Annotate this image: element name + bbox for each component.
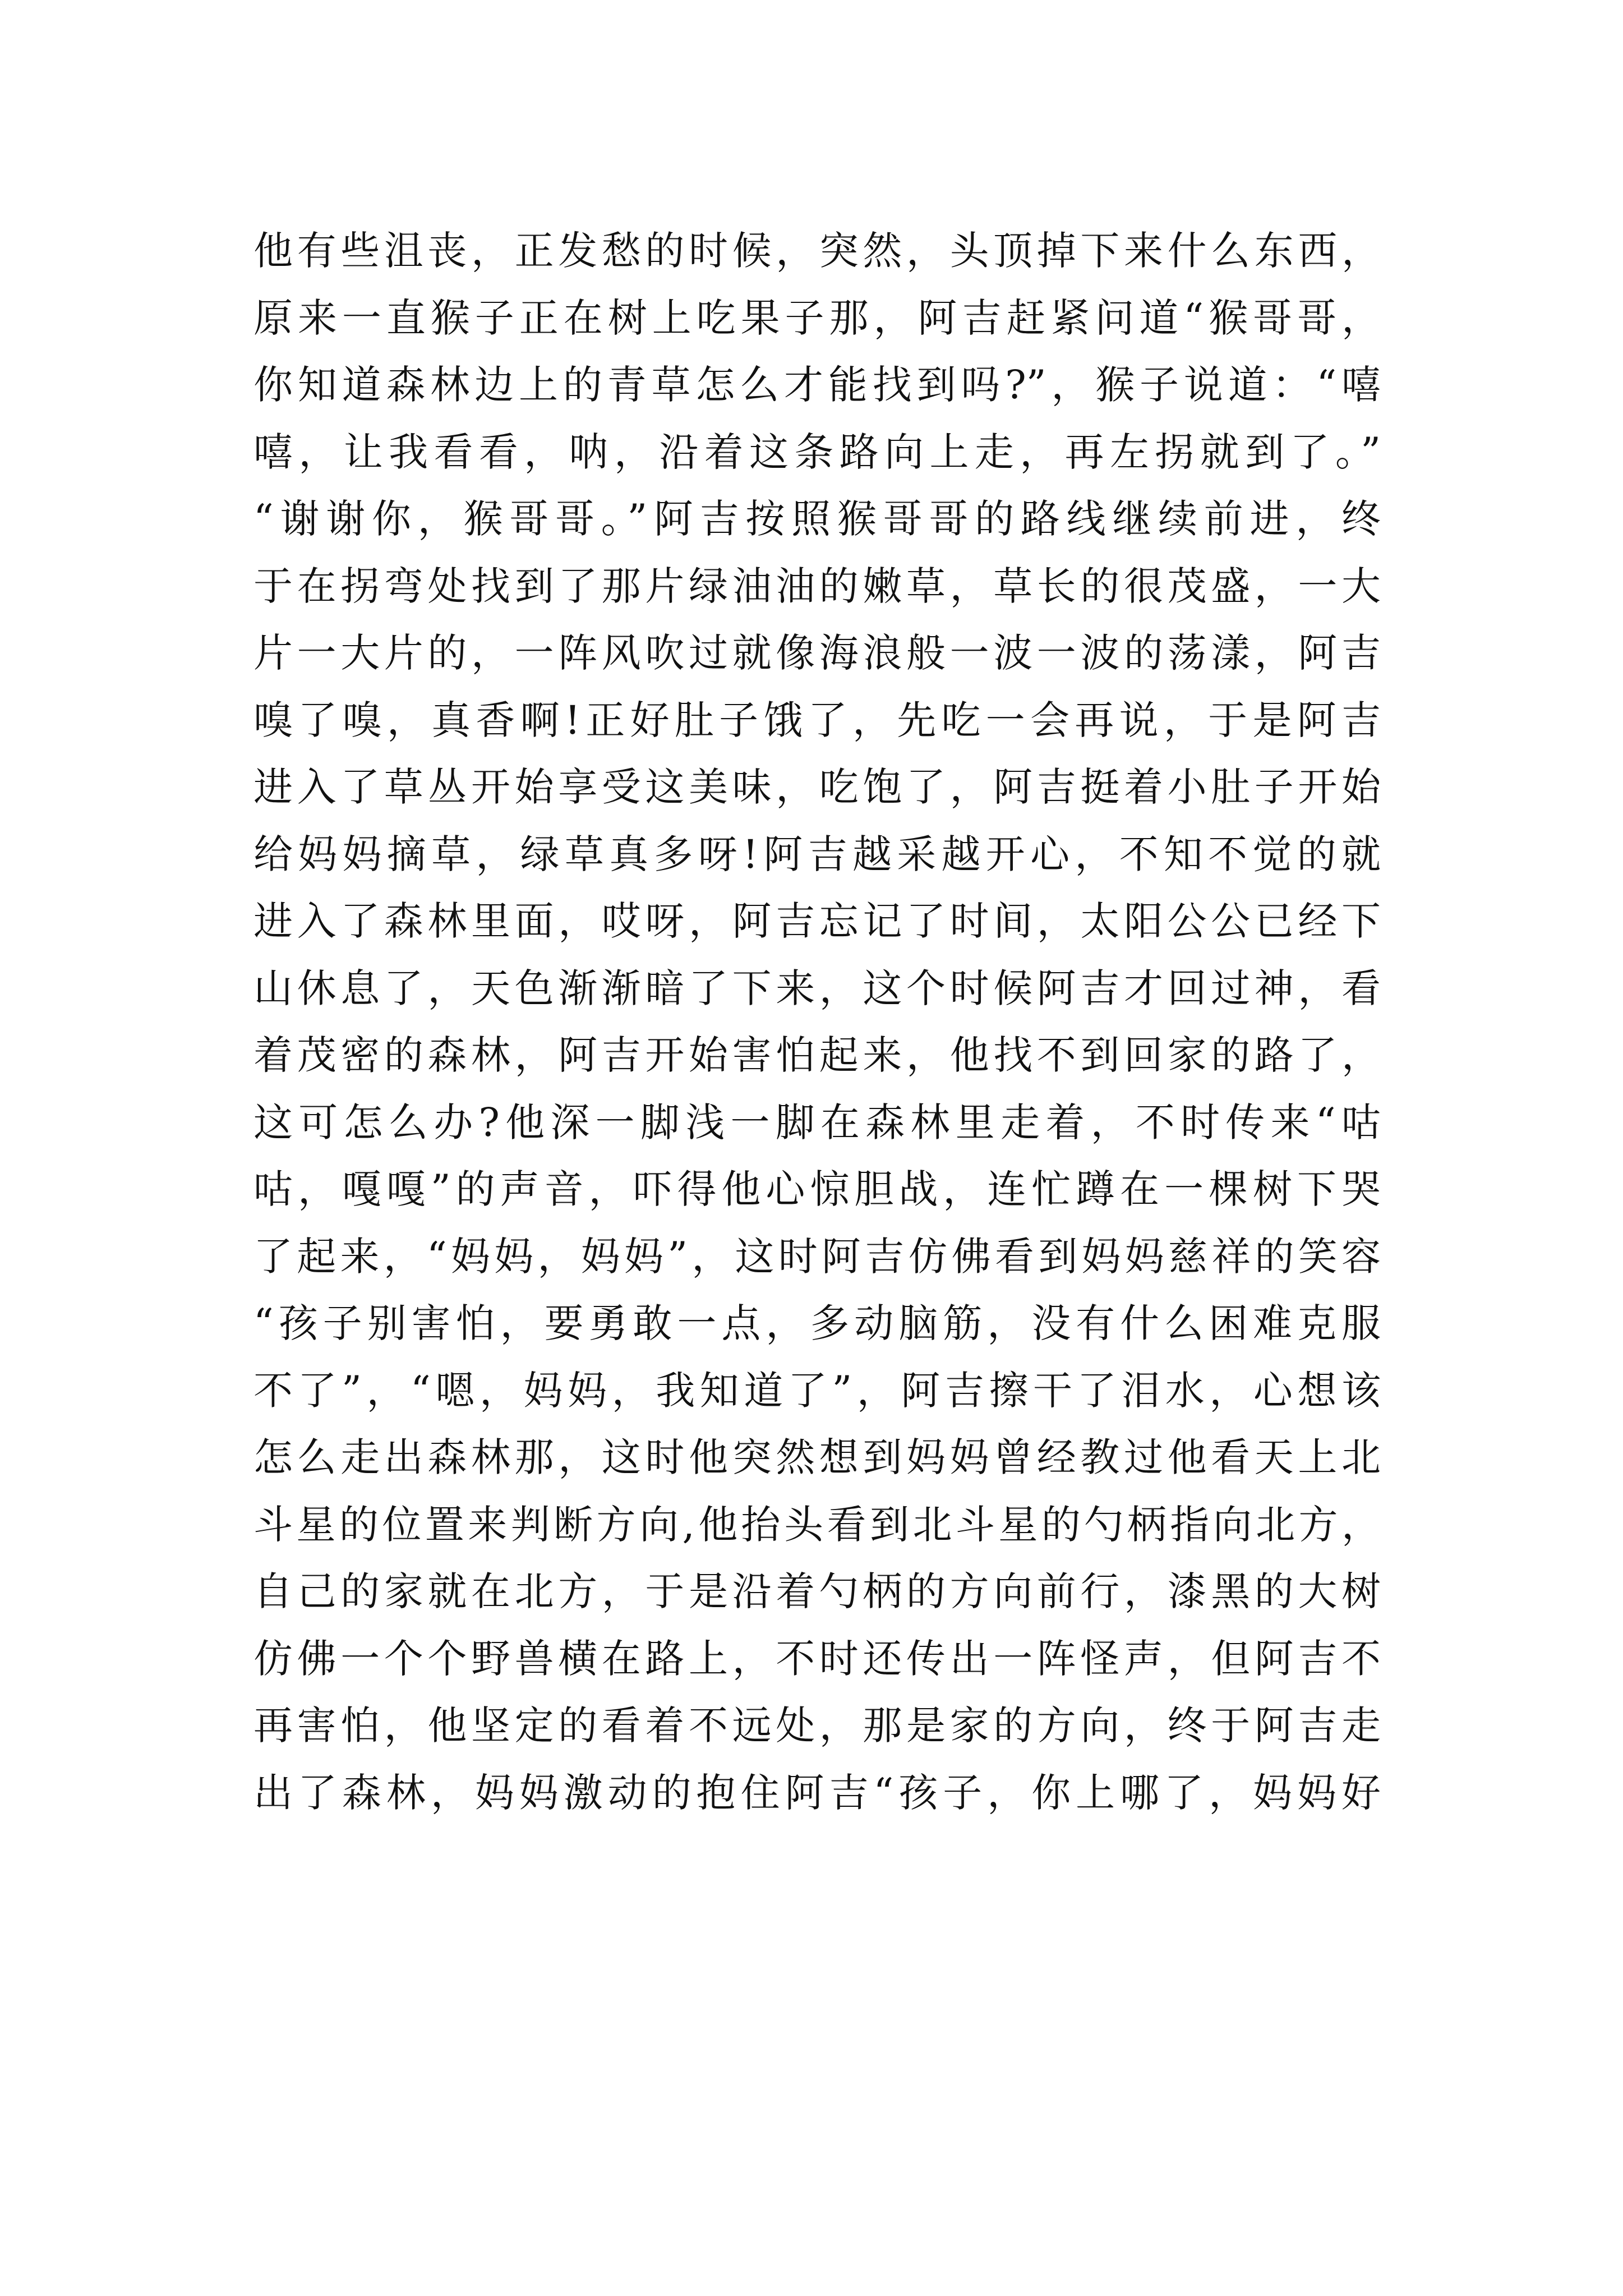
text-line: 你知道森林边上的青草怎么才能找到吗?”，猴子说道：“嘻 bbox=[253, 362, 1381, 408]
text-line: 山休息了，天色渐渐暗了下来，这个时候阿吉才回过神，看 bbox=[253, 965, 1381, 1011]
text-line: 嘻，让我看看，呐，沿着这条路向上走，再左拐就到了。” bbox=[253, 429, 1381, 475]
text-line: “孩子别害怕，要勇敢一点，多动脑筋，没有什么困难克服 bbox=[253, 1300, 1381, 1346]
text-line: 于在拐弯处找到了那片绿油油的嫩草，草长的很茂盛，一大 bbox=[253, 563, 1381, 609]
text-line: 原来一直猴子正在树上吃果子那，阿吉赶紧问道“猴哥哥， bbox=[253, 295, 1381, 341]
text-line: 进入了森林里面，哎呀，阿吉忘记了时间，太阳公公已经下 bbox=[253, 898, 1381, 944]
text-line: 仿佛一个个野兽横在路上，不时还传出一阵怪声，但阿吉不 bbox=[253, 1635, 1381, 1682]
text-line: 再害怕，他坚定的看着不远处，那是家的方向，终于阿吉走 bbox=[253, 1703, 1381, 1749]
text-line: 自己的家就在北方，于是沿着勺柄的方向前行，漆黑的大树 bbox=[253, 1568, 1381, 1614]
story-text bbox=[253, 218, 1381, 1826]
text-line: 了起来，“妈妈，妈妈”，这时阿吉仿佛看到妈妈慈祥的笑容 bbox=[253, 1233, 1381, 1280]
text-line: 给妈妈摘草，绿草真多呀!阿吉越采越开心，不知不觉的就 bbox=[253, 831, 1381, 877]
text-line: 怎么走出森林那，这时他突然想到妈妈曾经教过他看天上北 bbox=[253, 1434, 1381, 1480]
text-line: 咕，嘎嘎”的声音，吓得他心惊胆战，连忙蹲在一棵树下哭 bbox=[253, 1166, 1381, 1212]
text-line: 片一大片的，一阵风吹过就像海浪般一波一波的荡漾，阿吉 bbox=[253, 630, 1381, 676]
text-line: 不了”，“嗯，妈妈，我知道了”，阿吉擦干了泪水，心想该 bbox=[253, 1367, 1381, 1414]
text-line: 斗星的位置来判断方向,他抬头看到北斗星的勺柄指向北方， bbox=[253, 1501, 1381, 1548]
text-line: 嗅了嗅，真香啊!正好肚子饿了，先吃一会再说，于是阿吉 bbox=[253, 697, 1381, 743]
text-line: 这可怎么办?他深一脚浅一脚在森林里走着，不时传来“咕 bbox=[253, 1099, 1381, 1145]
text-line: 出了森林，妈妈激动的抱住阿吉“孩子，你上哪了，妈妈好 bbox=[253, 1769, 1381, 1816]
text-line: 他有些沮丧，正发愁的时候，突然，头顶掉下来什么东西， bbox=[253, 228, 1381, 274]
text-line: 进入了草丛开始享受这美味，吃饱了，阿吉挺着小肚子开始 bbox=[253, 764, 1381, 810]
text-line: “谢谢你，猴哥哥。”阿吉按照猴哥哥的路线继续前进，终 bbox=[253, 496, 1381, 542]
text-line: 着茂密的森林，阿吉开始害怕起来，他找不到回家的路了， bbox=[253, 1032, 1381, 1078]
